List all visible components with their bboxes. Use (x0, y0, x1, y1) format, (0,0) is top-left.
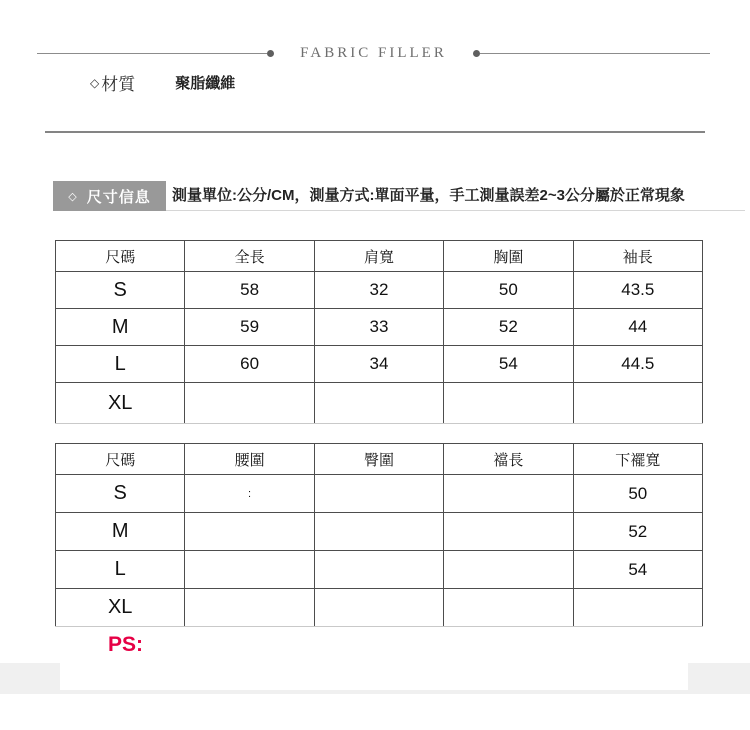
table-row (56, 551, 703, 589)
measurement-cell (314, 383, 443, 424)
measurement-cell (314, 551, 443, 589)
table-row (56, 383, 703, 424)
size-label-cell: L (56, 551, 185, 589)
table-row (56, 272, 703, 309)
banner-dot-right-icon (473, 50, 480, 57)
measurement-cell: 32 (314, 272, 443, 309)
banner-title: FABRIC FILLER (300, 44, 447, 61)
measurement-cell: 59 (185, 309, 314, 346)
measurement-cell (444, 383, 573, 424)
measurement-cell: 44.5 (573, 346, 702, 383)
column-header: 肩寬 (314, 241, 443, 272)
column-header: 臀圍 (314, 444, 443, 475)
measurement-cell: 52 (573, 513, 702, 551)
column-header: 襠長 (444, 444, 573, 475)
banner-line-left (37, 53, 267, 54)
table-row (56, 589, 703, 627)
size-label-cell: L (56, 346, 185, 383)
measurement-cell (573, 589, 702, 627)
fabric-banner (37, 44, 710, 62)
table-row (56, 346, 703, 383)
material-row (90, 70, 235, 95)
size-info-badge (53, 181, 166, 211)
size-label-cell: XL (56, 589, 185, 627)
table-row (56, 309, 703, 346)
measurement-cell: 43.5 (573, 272, 702, 309)
table-row (56, 475, 703, 513)
size-table-bottom (55, 443, 703, 627)
measurement-cell (185, 589, 314, 627)
size-table-top (55, 240, 703, 424)
material-value: 聚脂纖維 (175, 75, 236, 92)
column-header: 腰圍 (185, 444, 314, 475)
measurement-cell (444, 475, 573, 513)
table-row (56, 513, 703, 551)
measurement-cell: 58 (185, 272, 314, 309)
measurement-cell: 60 (185, 346, 314, 383)
measurement-cell: 44 (573, 309, 702, 346)
section-divider (45, 131, 705, 133)
column-header: 尺碼 (56, 444, 185, 475)
bottom-band (0, 663, 750, 694)
measurement-cell (185, 551, 314, 589)
measurement-cell (314, 513, 443, 551)
table-header-row (56, 241, 703, 272)
measurement-cell (185, 513, 314, 551)
diamond-icon: ◇ (68, 190, 77, 203)
bottom-band-inner (60, 663, 688, 690)
column-header: 全長 (185, 241, 314, 272)
measurement-cell: 50 (444, 272, 573, 309)
measurement-cell (444, 551, 573, 589)
size-label-cell: S (56, 475, 185, 513)
measurement-cell (314, 589, 443, 627)
size-label-cell: M (56, 513, 185, 551)
measurement-cell: : (185, 475, 314, 513)
measurement-cell (444, 513, 573, 551)
measurement-cell: 33 (314, 309, 443, 346)
measurement-cell: 54 (444, 346, 573, 383)
measurement-cell (444, 589, 573, 627)
size-info-note: 測量單位:公分/CM，測量方式:單面平量，手工測量誤差2~3公分屬於正常現象 (172, 187, 685, 204)
size-info-badge-label: 尺寸信息 (86, 188, 151, 206)
column-header: 下襬寬 (573, 444, 702, 475)
ps-label: PS: (108, 633, 144, 656)
column-header: 袖長 (573, 241, 702, 272)
table-header-row (56, 444, 703, 475)
measurement-cell: 34 (314, 346, 443, 383)
size-label-cell: M (56, 309, 185, 346)
measurement-cell: 54 (573, 551, 702, 589)
diamond-icon: ◇ (90, 75, 100, 90)
measurement-cell: 50 (573, 475, 702, 513)
size-label-cell: S (56, 272, 185, 309)
banner-dot-left-icon (267, 50, 274, 57)
material-label: 材質 (101, 75, 136, 94)
banner-line-right (480, 53, 710, 54)
measurement-cell (573, 383, 702, 424)
measurement-cell: 52 (444, 309, 573, 346)
column-header: 尺碼 (56, 241, 185, 272)
column-header: 胸圍 (444, 241, 573, 272)
measurement-cell (314, 475, 443, 513)
measurement-cell (185, 383, 314, 424)
size-label-cell: XL (56, 383, 185, 424)
